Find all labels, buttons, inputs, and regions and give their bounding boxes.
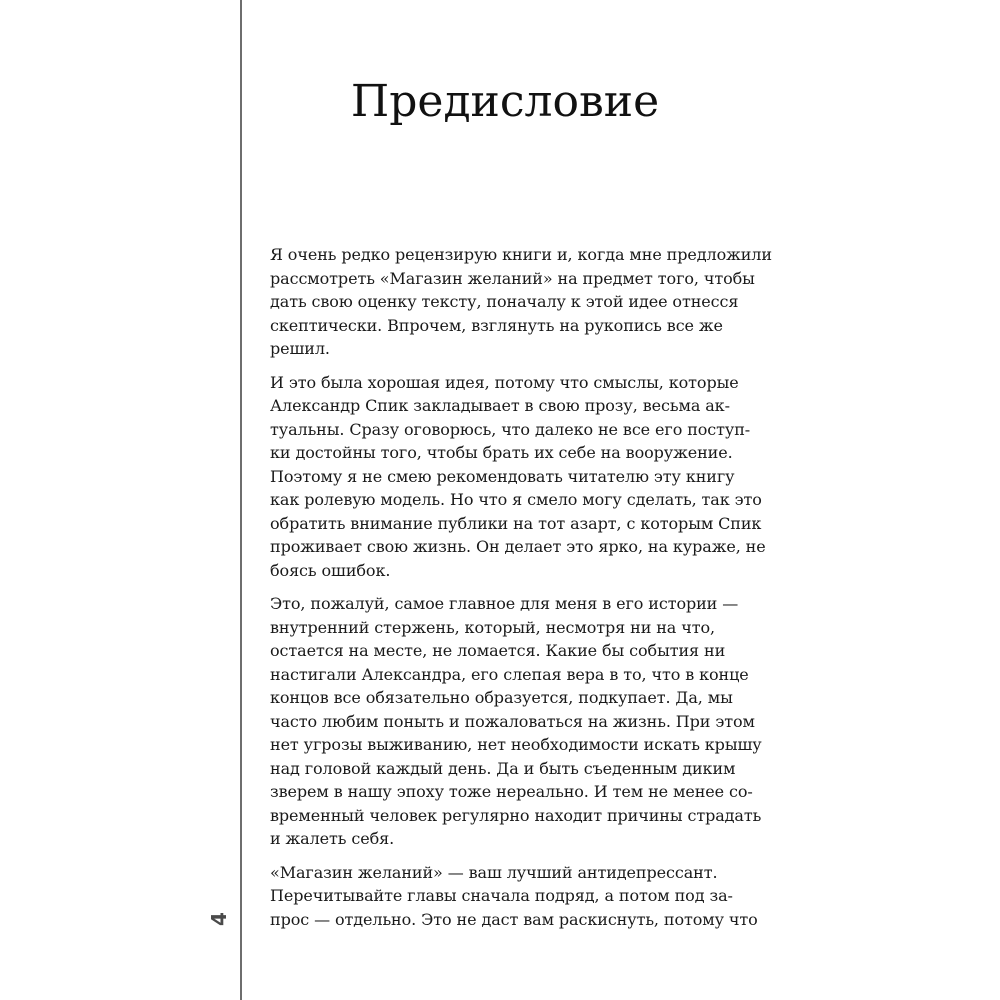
text-line: Поэтому я не смею рекомендовать читателю эту книгу bbox=[270, 466, 735, 486]
text-line: концов все обязательно образуется, подкупает. Да, мы bbox=[270, 688, 733, 707]
paragraph-3 bbox=[270, 592, 762, 851]
text-line: временный человек регулярно находит причины страдать bbox=[270, 805, 762, 825]
margin-rule bbox=[240, 0, 242, 1000]
text-line: прос — отдельно. Это не даст вам раскиснуть, потому что bbox=[270, 909, 758, 929]
text-line: над головой каждый день. Да и быть съеденным диким bbox=[270, 758, 736, 778]
text-line: туальны. Сразу оговорюсь, что далеко не все его поступ- bbox=[270, 419, 751, 439]
text-line: ки достойны того, чтобы брать их себе на вооружение. bbox=[270, 443, 733, 462]
chapter-title: Предисловие bbox=[350, 76, 660, 127]
paragraph-1 bbox=[270, 243, 772, 361]
text-line: часто любим поныть и пожаловаться на жизнь. При этом bbox=[270, 711, 755, 731]
text-line: Александр Спик закладывает в свою прозу, весьма ак- bbox=[270, 396, 730, 415]
text-line: обратить внимание публики на тот азарт, с которым Спик bbox=[270, 513, 762, 533]
text-line: остается на месте, не ломается. Какие бы события ни bbox=[270, 641, 726, 660]
text-line: и жалеть себя. bbox=[270, 829, 395, 848]
text-line: рассмотреть «Магазин желаний» на предмет того, чтобы bbox=[270, 268, 755, 288]
text-line: решил. bbox=[270, 339, 330, 358]
page-number: 4 bbox=[207, 912, 231, 926]
text-line: «Магазин желаний» — ваш лучший антидепрессант. bbox=[270, 862, 718, 882]
text-line: дать свою оценку тексту, поначалу к этой идее отнесся bbox=[270, 292, 739, 311]
text-line: зверем в нашу эпоху тоже нереально. И тем не менее со- bbox=[270, 782, 753, 801]
text-line: Это, пожалуй, самое главное для меня в его истории — bbox=[270, 594, 739, 613]
text-line: настигали Александра, его слепая вера в то, что в конце bbox=[270, 664, 749, 684]
text-line: внутренний стержень, который, несмотря ни на что, bbox=[270, 617, 715, 637]
text-line: И это была хорошая идея, потому что смыслы, которые bbox=[270, 372, 739, 392]
text-line: как ролевую модель. Но что я смело могу сделать, так это bbox=[270, 490, 762, 509]
body-text bbox=[270, 243, 772, 941]
text-line: проживает свою жизнь. Он делает это ярко, на кураже, не bbox=[270, 537, 766, 556]
paragraph-4 bbox=[270, 861, 758, 932]
text-line: Перечитывайте главы сначала подряд, а потом под за- bbox=[270, 886, 733, 905]
text-line: нет угрозы выживанию, нет необходимости искать крышу bbox=[270, 735, 762, 754]
text-line: Я очень редко рецензирую книги и, когда мне предложили bbox=[270, 245, 772, 264]
paragraph-2 bbox=[270, 371, 766, 583]
text-line: боясь ошибок. bbox=[270, 560, 391, 580]
text-line: скептически. Впрочем, взглянуть на рукопись все же bbox=[270, 315, 723, 335]
